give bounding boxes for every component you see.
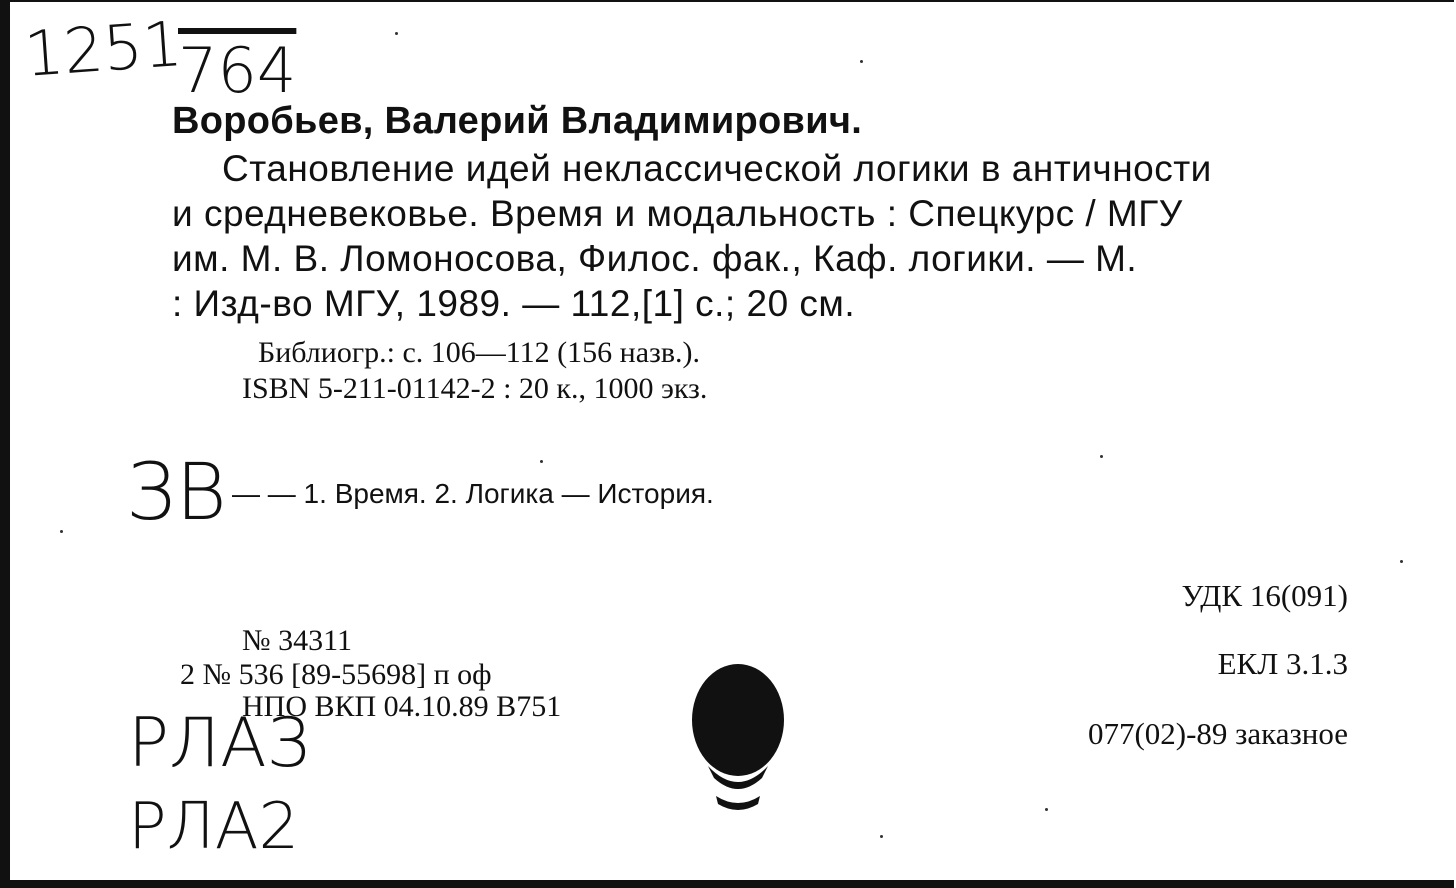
handwritten-shelf-mark-1: РЛАЗ [128, 704, 310, 783]
speck [1400, 560, 1403, 563]
speck [395, 32, 398, 35]
udc-code: УДК 16(091) [1181, 578, 1348, 613]
title-line-4: : Изд-во МГУ, 1989. — 112,[1] с.; 20 см. [172, 283, 856, 324]
subject-headings: — — 1. Время. 2. Логика — История. [232, 478, 714, 509]
title-line-2: и средневековье. Время и модальность : Спецкурс / МГУ [172, 193, 1183, 234]
handwritten-code: 764 [178, 34, 297, 107]
title-line-1: Становление идей неклассической логики в античности [222, 148, 1212, 189]
speck [1100, 455, 1103, 458]
handwritten-subject-mark: ЗВ [126, 448, 227, 538]
speck [540, 460, 543, 463]
registry-line-3: НПО ВКП 04.10.89 В751 [242, 690, 562, 723]
speck [860, 60, 863, 63]
bibliography-note: Библиогр.: с. 106—112 (156 назв.). [258, 336, 701, 369]
registry-line-1: № 34311 [242, 624, 353, 657]
ekl-code: ЕКЛ 3.1.3 [1217, 646, 1348, 681]
title-line-3: им. М. В. Ломоносова, Филос. фак., Каф. логики. — М. [172, 238, 1138, 279]
punch-hole-icon [686, 658, 796, 818]
order-code: 077(02)-89 заказное [1087, 716, 1348, 751]
handwritten-shelf-mark-2: РЛА2 [128, 790, 300, 864]
author-heading: Воробьев, Валерий Владимирович. [172, 100, 863, 142]
speck [60, 530, 63, 533]
handwritten-number: 1251 [22, 6, 185, 91]
registry-line-2: 2 № 536 [89-55698] п оф [180, 658, 492, 691]
speck [1045, 808, 1048, 811]
speck [880, 835, 883, 838]
isbn-line: ISBN 5-211-01142-2 : 20 к., 1000 экз. [242, 372, 708, 405]
